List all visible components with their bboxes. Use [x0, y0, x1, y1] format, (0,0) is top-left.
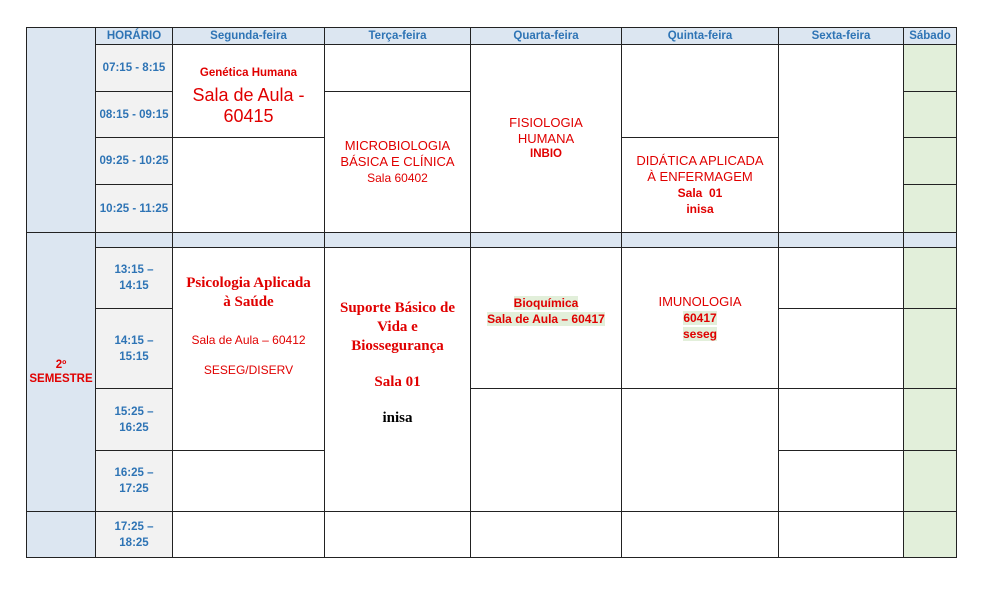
- time-slot: [96, 512, 173, 558]
- class-genetica-title: Genética Humana: [199, 67, 298, 79]
- saturday-cell: [904, 185, 957, 233]
- class-bioquimica: [471, 248, 622, 389]
- class-suporte-line3: Biossegurança: [351, 338, 444, 354]
- empty-cell: [173, 451, 325, 512]
- class-microbiologia-line2: BÁSICA E CLÍNICA: [340, 154, 455, 169]
- time-start: 14:15 –: [114, 334, 154, 347]
- class-imunologia-room: 60417: [683, 311, 717, 325]
- saturday-cell: [904, 138, 957, 185]
- empty-cell: [779, 45, 904, 233]
- gap-cell: [622, 233, 779, 248]
- class-psicologia-line1: Psicologia Aplicada: [186, 275, 311, 291]
- time-slot: [96, 389, 173, 451]
- class-didatica-line2: À ENFERMAGEM: [647, 169, 753, 184]
- gap-cell: [96, 233, 173, 248]
- time-end: 16:25: [119, 421, 149, 434]
- gap-cell: [471, 233, 622, 248]
- saturday-cell: [904, 248, 957, 309]
- row-0715: [27, 45, 957, 92]
- empty-cell: [622, 512, 779, 558]
- header-sabado: Sábado: [904, 28, 957, 45]
- time-slot: 10:25 - 11:25: [96, 185, 173, 233]
- class-suporte-room: Sala 01: [374, 374, 421, 390]
- class-genetica-room: Sala de Aula - 60415: [192, 85, 305, 126]
- semester-number: 2º: [55, 359, 67, 371]
- empty-cell: [779, 512, 904, 558]
- gap-cell: [779, 233, 904, 248]
- header-quarta: Quarta-feira: [471, 28, 622, 45]
- empty-cell: [622, 389, 779, 512]
- row-1525: [27, 389, 957, 451]
- saturday-cell: [904, 451, 957, 512]
- header-row: [27, 28, 957, 45]
- class-fisiologia-line2: HUMANA: [517, 131, 575, 146]
- class-microbiologia-line1: MICROBIOLOGIA: [344, 138, 451, 153]
- time-start: 17:25 –: [114, 520, 154, 533]
- class-didatica-room: Sala 01: [677, 186, 723, 200]
- gap-cell: [325, 233, 471, 248]
- class-imunologia: [622, 248, 779, 389]
- class-imunologia-title: IMUNOLOGIA: [658, 294, 742, 309]
- empty-cell: [173, 138, 325, 233]
- empty-cell: [471, 512, 622, 558]
- saturday-cell: [904, 309, 957, 389]
- saturday-cell: [904, 45, 957, 92]
- time-slot: 09:25 - 10:25: [96, 138, 173, 185]
- saturday-cell: [904, 512, 957, 558]
- time-end: 15:15: [119, 350, 149, 363]
- row-1725: [27, 512, 957, 558]
- lunch-gap-row: [27, 233, 957, 248]
- empty-cell: [471, 389, 622, 512]
- class-imunologia-org: seseg: [682, 327, 718, 341]
- saturday-cell: [904, 92, 957, 138]
- time-end: 14:15: [119, 280, 149, 292]
- class-didatica: [622, 138, 779, 233]
- empty-cell: [325, 45, 471, 92]
- class-psicologia: [173, 248, 325, 451]
- class-suporte-line1: Suporte Básico de: [339, 300, 455, 316]
- header-quinta: Quinta-feira: [622, 28, 779, 45]
- time-slot: 07:15 - 8:15: [96, 45, 173, 92]
- saturday-cell: [904, 389, 957, 451]
- header-sexta: Sexta-feira: [779, 28, 904, 45]
- class-suporte-org: inisa: [382, 410, 413, 426]
- header-horario: HORÁRIO: [96, 28, 173, 45]
- class-psicologia-line2: à Saúde: [223, 294, 274, 310]
- header-terca: Terça-feira: [325, 28, 471, 45]
- class-didatica-line1: DIDÁTICA APLICADA: [636, 153, 764, 168]
- class-psicologia-org: SESEG/DISERV: [203, 363, 294, 377]
- row-1315: [27, 248, 957, 309]
- time-end: 17:25: [119, 483, 149, 495]
- semester-text: SEMESTRE: [29, 373, 93, 385]
- time-slot: [96, 309, 173, 389]
- empty-cell: [173, 512, 325, 558]
- empty-cell: [622, 45, 779, 138]
- gap-cell: [904, 233, 957, 248]
- class-fisiologia-org: INBIO: [530, 148, 562, 160]
- class-fisiologia-line1: FISIOLOGIA: [509, 115, 583, 130]
- header-segunda: Segunda-feira: [173, 28, 325, 45]
- time-slot: 08:15 - 09:15: [96, 92, 173, 138]
- semester-blank-top: [27, 28, 96, 233]
- time-slot: [96, 451, 173, 512]
- time-start: 16:25 –: [114, 467, 154, 479]
- class-psicologia-room: Sala de Aula – 60412: [191, 333, 306, 347]
- empty-cell: [779, 451, 904, 512]
- schedule-table: [26, 27, 957, 558]
- semester-blank-bottom: [27, 512, 96, 558]
- empty-cell: [779, 389, 904, 451]
- empty-cell: [779, 309, 904, 389]
- semester-label: [27, 233, 96, 512]
- class-bioquimica-title: Bioquímica: [513, 296, 579, 310]
- gap-cell: [173, 233, 325, 248]
- time-end: 18:25: [119, 536, 149, 549]
- class-microbiologia: [325, 92, 471, 233]
- class-suporte: [325, 248, 471, 512]
- class-fisiologia: [471, 45, 622, 233]
- time-start: 15:25 –: [114, 405, 154, 418]
- class-suporte-line2: Vida e: [377, 319, 418, 335]
- class-didatica-org: inisa: [686, 202, 714, 216]
- time-start: 13:15 –: [114, 264, 154, 276]
- class-genetica: [173, 45, 325, 138]
- class-microbiologia-room: Sala 60402: [367, 171, 428, 185]
- empty-cell: [325, 512, 471, 558]
- empty-cell: [779, 248, 904, 309]
- class-bioquimica-room: Sala de Aula – 60417: [487, 312, 605, 326]
- time-slot: [96, 248, 173, 309]
